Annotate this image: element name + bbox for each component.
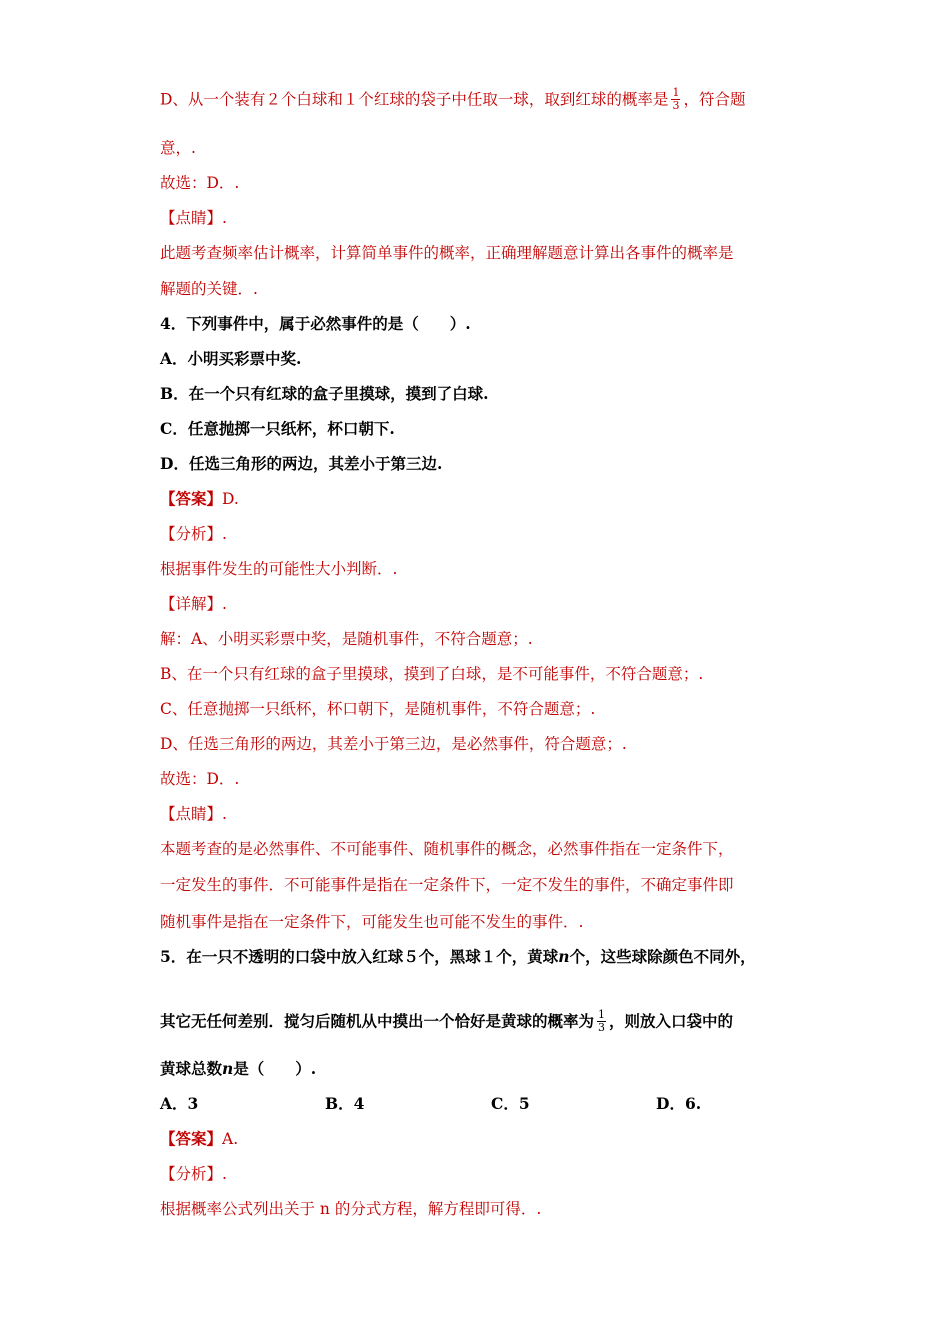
q4-stem: 4．下列事件中，属于必然事件的是（ ）. xyxy=(160,314,471,333)
q3-option-d-line: D、从一个装有２个白球和１个红球的袋子中任取一球，取到红球的概率是 $\frac{1}{3}$ ，符合题 xyxy=(160,86,746,112)
q5-answer-line xyxy=(160,1129,238,1149)
variable-n: n xyxy=(222,1059,234,1078)
q5-analysis-tag: 【分析】. xyxy=(160,1165,227,1183)
q4-analysis-tag: 【分析】. xyxy=(160,525,227,543)
q5-stem-line-1: 5．在一只不透明的口袋中放入红球５个，黑球１个，黄球n个，这些球除颜色不同外， xyxy=(160,947,756,966)
q5-analysis: 根据概率公式列出关于 n 的分式方程，解方程即可得．. xyxy=(160,1200,542,1218)
q3-point-line-1: 此题考查频率估计概率，计算简单事件的概率，正确理解题意计算出各事件的概率是 xyxy=(160,244,734,262)
q3-point-line-2: 解题的关键．. xyxy=(160,280,258,298)
q4-point-line-1: 本题考查的是必然事件、不可能事件、随机事件的概念，必然事件指在一定条件下， xyxy=(160,840,734,858)
fraction-one-third: $\frac{1}{3}$ xyxy=(598,1008,606,1034)
q4-point-line-2: 一定发生的事件．不可能事件是指在一定条件下，一定不发生的事件，不确定事件即 xyxy=(160,876,734,894)
q3-option-d-continued: 意，. xyxy=(160,139,196,157)
fraction-one-third: $\frac{1}{3}$ xyxy=(672,86,680,112)
q5-answer-value: A. xyxy=(222,1130,239,1148)
answer-tag: 【答案】 xyxy=(160,489,223,508)
q4-answer-value: D. xyxy=(222,490,239,508)
q5-options-row xyxy=(160,1094,860,1114)
q4-answer-line xyxy=(160,489,239,509)
q3-point-tag: 【点睛】. xyxy=(160,209,227,227)
q4-point-line-3: 随机事件是指在一定条件下，可能发生也可能不发生的事件．. xyxy=(160,913,584,931)
q4-detail-2: B、在一个只有红球的盒子里摸球，摸到了白球，是不可能事件，不符合题意；. xyxy=(160,665,704,683)
q4-detail-tag: 【详解】. xyxy=(160,595,227,613)
answer-tag: 【答案】 xyxy=(160,1129,223,1148)
q5-option-a: A．3 xyxy=(160,1094,199,1113)
q3-choose: 故选：D．. xyxy=(160,174,240,192)
q4-option-d: D．任选三角形的两边，其差小于第三边. xyxy=(160,454,443,473)
q5-option-d: D．6. xyxy=(656,1094,702,1113)
q5-stem-line-3: 黄球总数n是（ ）. xyxy=(160,1059,317,1078)
q4-choose: 故选：D．. xyxy=(160,770,240,788)
q4-option-a: A．小明买彩票中奖. xyxy=(160,349,302,368)
q4-detail-4: D、任选三角形的两边，其差小于第三边，是必然事件，符合题意；. xyxy=(160,735,627,753)
variable-n: n xyxy=(558,947,570,966)
q4-detail-3: C、任意抛掷一只纸杯，杯口朝下，是随机事件，不符合题意；. xyxy=(160,700,596,718)
q4-option-b: B．在一个只有红球的盒子里摸球，摸到了白球. xyxy=(160,384,489,403)
q4-point-tag: 【点睛】. xyxy=(160,805,227,823)
q4-option-c: C．任意抛掷一只纸杯，杯口朝下. xyxy=(160,419,395,438)
q5-option-c: C．5 xyxy=(491,1094,530,1113)
q4-analysis: 根据事件发生的可能性大小判断．. xyxy=(160,560,398,578)
q4-detail-1: 解：A、小明买彩票中奖，是随机事件，不符合题意；. xyxy=(160,630,533,648)
q5-option-b: B．4 xyxy=(325,1094,365,1113)
q5-stem-line-2: 其它无任何差别．搅匀后随机从中摸出一个恰好是黄球的概率为 $\frac{1}{3}$ ，则放入口袋中的 xyxy=(160,1008,734,1034)
